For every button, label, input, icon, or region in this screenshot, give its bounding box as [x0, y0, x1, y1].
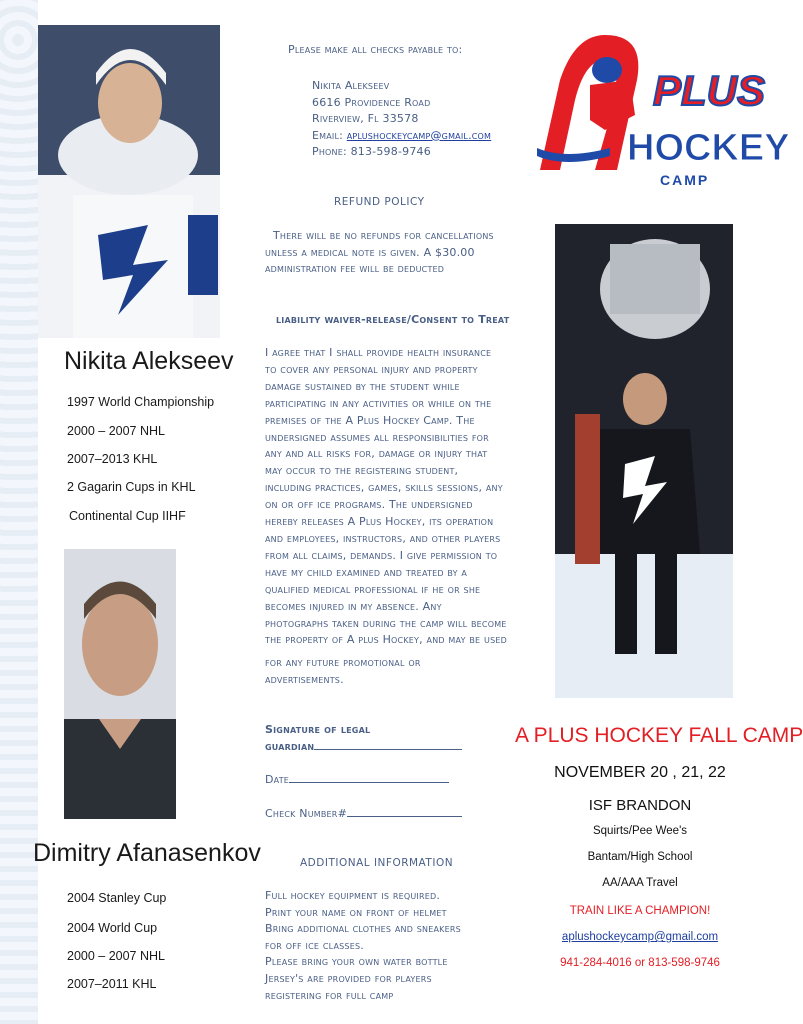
stat-item: 2007–2011 KHL [67, 977, 157, 991]
waiver-heading: liability waiver-release/Consent to Treat [276, 313, 510, 326]
camp-email-link[interactable]: aplushockeycamp@gmail.com [561, 931, 719, 943]
waiver-line: qualified medical professional if he or she [265, 582, 481, 596]
payment-line: Nikita Alekseev [312, 79, 390, 92]
check-number-label: Check Number# [265, 807, 347, 820]
additional-line: Please bring your own water bottle [265, 955, 448, 969]
player-photo-afanasenkov [64, 549, 176, 819]
camp-venue: ISF BRANDON [588, 797, 692, 814]
stanley-cup-photo [555, 224, 733, 698]
waiver-line: participating in any activities or while on the [265, 396, 492, 410]
waiver-line: to cover any personal injury and property [265, 362, 478, 376]
stat-item: 2004 World Cup [67, 921, 158, 935]
payment-heading: Please make all checks payable to: [288, 43, 463, 56]
player-name-alekseev: Nikita Alekseev [64, 347, 234, 375]
waiver-line: may occur to the registering student, [265, 464, 459, 478]
payment-email-row [312, 128, 491, 145]
background-pattern [0, 0, 38, 1024]
camp-dates: NOVEMBER 20 , 21, 22 [554, 764, 726, 781]
waiver-line: photographs taken during the camp will become [265, 616, 507, 630]
additional-line: Jersey's are provided for players [265, 971, 432, 985]
signature-line[interactable] [314, 749, 462, 750]
additional-line: registering for full camp [265, 988, 394, 1002]
stat-item: 2004 Stanley Cup [67, 891, 167, 905]
refund-heading: REFUND POLICY [334, 196, 425, 208]
waiver-line: undersigned assumes all responsibilities for [265, 430, 489, 444]
payment-phone: Phone: 813-598-9746 [312, 145, 431, 159]
waiver-line: becomes injured in my absence. Any [265, 599, 442, 613]
additional-line: for off ice classes. [265, 938, 364, 952]
player-name-afanasenkov: Dimitry Afanasenkov [33, 839, 261, 867]
waiver-line: from all claims, demands. I give permission to [265, 548, 498, 562]
payment-address [312, 78, 491, 161]
stat-item: 2000 – 2007 NHL [67, 949, 165, 963]
refund-line: There will be no refunds for cancellations [273, 229, 494, 242]
waiver-line: damage sustained by the student while [265, 379, 460, 393]
waiver-line: on or off ice programs. The undersigned [265, 498, 473, 512]
waiver-tail [265, 655, 421, 688]
waiver-line: premises of the A Plus Hockey Camp. The [265, 413, 475, 427]
waiver-line: have my child examined and treated by a [265, 565, 468, 579]
waiver-line: including practices, games, skills sessions, any [265, 481, 503, 495]
logo-camp-text: CAMP [660, 172, 710, 188]
logo-plus-text: PLUS [653, 67, 766, 114]
additional-line: Print your name on front of helmet [265, 905, 447, 919]
check-number-field[interactable] [265, 806, 462, 823]
waiver-text [265, 345, 507, 649]
refund-line: administration fee will be deducted [265, 262, 445, 276]
date-line[interactable] [289, 782, 449, 783]
date-label: Date [265, 773, 290, 786]
payment-line: 6616 Providence Road [312, 95, 431, 109]
stat-item: 1997 World Championship [67, 395, 215, 409]
camp-phones: 941-284-4016 or 813-598-9746 [560, 957, 720, 969]
player-photo-alekseev [38, 25, 220, 338]
waiver-tail-line: advertisements. [265, 672, 344, 686]
signature-label-2: guardian [265, 739, 315, 753]
additional-line: Full hockey equipment is required. [265, 889, 441, 902]
additional-line: Bring additional clothes and sneakers [265, 922, 461, 936]
refund-line: unless a medical note is given. A $30.00 [265, 245, 475, 259]
refund-text [265, 228, 494, 278]
stat-item: 2000 – 2007 NHL [67, 424, 165, 438]
stat-item: Continental Cup IIHF [69, 509, 186, 523]
signature-label-1: Signature of legal [265, 723, 371, 736]
check-number-line[interactable] [347, 816, 462, 817]
camp-group: Bantam/High School [587, 851, 693, 863]
signature-field[interactable] [265, 722, 462, 755]
waiver-line: and employees, instructors, and other players [265, 531, 501, 545]
camp-group: Squirts/Pee Wee's [592, 825, 688, 837]
date-field[interactable] [265, 772, 449, 789]
stat-item: 2 Gagarin Cups in KHL [67, 480, 196, 494]
logo-hockey-text: HOCKEY [627, 127, 790, 169]
waiver-line: any and all risks for, damage or injury that [265, 447, 488, 461]
email-label: Email: [312, 128, 347, 142]
camp-logo [535, 30, 790, 195]
waiver-line: I agree that I shall provide health insurance [265, 346, 492, 359]
waiver-line: hereby releases A Plus Hockey, its operation [265, 515, 494, 529]
additional-text [265, 888, 461, 1004]
stat-item: 2007–2013 KHL [67, 452, 158, 466]
payment-line: Riverview, Fl 33578 [312, 112, 419, 126]
logo-graphic [535, 30, 790, 195]
payment-email-link[interactable]: aplushockeycamp@gmail.com [346, 128, 492, 142]
camp-group: AA/AAA Travel [602, 877, 678, 889]
additional-heading: ADDITIONAL INFORMATION [300, 857, 454, 869]
left-column [0, 0, 261, 1024]
camp-title: A PLUS HOCKEY FALL CAMP [515, 724, 803, 747]
waiver-line: the property of A plus Hockey, and may be used [265, 633, 507, 647]
camp-slogan: TRAIN LIKE A CHAMPION! [569, 905, 711, 917]
waiver-tail-line: for any future promotional or [265, 656, 421, 669]
